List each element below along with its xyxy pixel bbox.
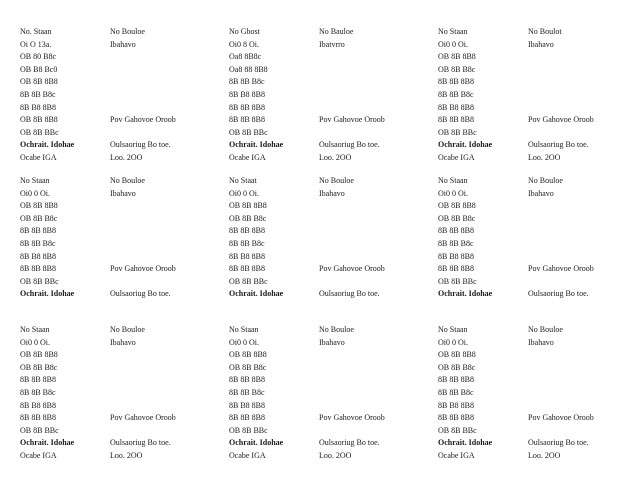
entry-heading: No Bauloe [319, 27, 354, 36]
block-right-column [110, 175, 230, 314]
entry-footer-sub: Loo. 2OO [110, 450, 143, 460]
entry-line: 8B 8B 8B8 [20, 264, 57, 274]
entry-line: 8B 8B 8B8 [438, 413, 475, 423]
spacer [319, 425, 439, 438]
entry-line: OB 8B BBc [438, 425, 477, 435]
spacer [319, 213, 439, 226]
entry-line: OB 8B BBc [438, 127, 477, 137]
entry-line: 8B 8B 8B8 [229, 115, 266, 125]
entry-footer-sub [110, 301, 230, 314]
entry-line: OB 8B B8c [20, 362, 58, 372]
entry-description: Pov Gahovoe Oroob [319, 413, 385, 423]
spacer [528, 102, 640, 115]
entry-line: 8B B8 8B8 [20, 251, 57, 261]
entry-line: 8B 8B 8B8 [438, 226, 475, 236]
entry-line: OB 8B 8B8 [20, 350, 58, 360]
block-right-column [319, 175, 439, 314]
entry-line: OB 8B BBc [229, 276, 268, 286]
spacer [110, 238, 230, 251]
block-right-column [528, 26, 640, 165]
entry-description: Pov Gahovoe Oroob [110, 264, 176, 274]
entry-line: 8B 8B 8B8 [229, 413, 266, 423]
spacer [528, 76, 640, 89]
block-left-column [438, 324, 528, 463]
entry-subheading: Ibahavo [110, 188, 136, 198]
entry-footer: Oulsaoriug Bo toe. [110, 438, 171, 448]
block-right-column [528, 324, 640, 463]
entry-line: 8B 8B 8B8 [438, 264, 475, 274]
entry-description: Pov Gahovoe Oroob [110, 413, 176, 423]
entry-line: Oa8 8B8c [229, 52, 262, 62]
spacer [528, 64, 640, 77]
entry-line: 8B 8B B8c [438, 387, 474, 397]
entry-heading: No Staat [229, 176, 257, 185]
entry-footer: Oulsaoriug Bo toe. [528, 140, 589, 150]
spacer [319, 102, 439, 115]
spacer [528, 276, 640, 289]
entry-line: 8B 8B B8c [229, 77, 265, 87]
entry-footer-sub: Ocabe IGA [20, 152, 57, 162]
spacer [319, 374, 439, 387]
entry-heading: No Bouloe [319, 325, 354, 334]
entry-subheading: Oi0 0 Oi. [20, 337, 50, 347]
spacer [319, 51, 439, 64]
entry-line: OB 8B B8c [229, 213, 267, 223]
entry-subheading: Oi0 0 Oi. [229, 188, 259, 198]
entry-line: 8B 8B 8B8 [20, 226, 57, 236]
entry-line: OB 8B 8B8 [438, 52, 476, 62]
entry-subheading: Ibahavo [528, 188, 554, 198]
entry-description: Pov Gahovoe Oroob [528, 264, 594, 274]
spacer [110, 127, 230, 140]
spacer [528, 251, 640, 264]
spacer [528, 238, 640, 251]
block-left-column [229, 175, 319, 314]
entry-heading: No Bouloe [528, 176, 563, 185]
entry-footer-sub: Loo. 2OO [319, 152, 352, 162]
spacer [110, 64, 230, 77]
entry-footer: Ochrait. Idohae [20, 438, 75, 448]
entry-line: 8B B8 8B8 [438, 400, 475, 410]
spacer [110, 76, 230, 89]
spacer [110, 200, 230, 213]
entry-line: 8B B8 8B8 [229, 89, 266, 99]
spacer [319, 400, 439, 413]
spacer [110, 374, 230, 387]
entry-line: OB 8B B8c [438, 213, 476, 223]
entry-heading: No Staan [438, 176, 468, 185]
entry-subheading: Oi0 0 Oi. [438, 39, 468, 49]
entry-line: OB 8B B8c [20, 213, 58, 223]
block-right-column [319, 324, 439, 463]
entry-line: Oa8 88 8B8 [229, 64, 268, 74]
entry-subheading: Oi0 8 Oi. [229, 39, 259, 49]
entry-line: 8B 8B B8c [229, 387, 265, 397]
entry-line: OB 8B BBc [229, 425, 268, 435]
entry-footer: Ochrait. Idohae [438, 140, 493, 150]
entry-footer: Ochrait. Idohae [438, 289, 493, 299]
entry-footer-sub: Loo. 2OO [319, 450, 352, 460]
entry-description: Pov Gahovoe Oroob [319, 264, 385, 274]
spacer [528, 200, 640, 213]
spacer [528, 51, 640, 64]
entry-line: OB 8B 8B8 [20, 201, 58, 211]
entry-line: 8B 8B 8B8 [438, 77, 475, 87]
entry-line: 8B B8 8B8 [20, 400, 57, 410]
entry-line: 8B 8B B8c [20, 238, 56, 248]
spacer [319, 349, 439, 362]
entry-line: 8B B8 8B8 [229, 400, 266, 410]
entry-heading: No Staan [438, 27, 468, 36]
entry-line: OB 80 B8c [20, 52, 56, 62]
entry-footer-sub: Loo. 2OO [528, 152, 561, 162]
entry-subheading: Ibatvrro [319, 39, 345, 49]
entry-footer-sub: Loo. 2OO [110, 152, 143, 162]
spacer [110, 251, 230, 264]
entry-line: 8B 8B B8c [20, 387, 56, 397]
entry-footer-sub [229, 301, 319, 314]
spacer [319, 238, 439, 251]
entry-line: 8B B8 8B8 [20, 102, 57, 112]
entry-subheading: Oi0 0 Oi. [20, 188, 50, 198]
spacer [110, 89, 230, 102]
block-left-column [20, 175, 110, 314]
spacer [319, 200, 439, 213]
entry-line: OB 8B BBc [438, 276, 477, 286]
entry-subheading: Oi0 0 Oi. [438, 337, 468, 347]
spacer [528, 374, 640, 387]
entry-heading: No Staan [20, 325, 50, 334]
entry-line: 8B B8 8B8 [438, 251, 475, 261]
spacer [528, 425, 640, 438]
entry-footer-sub [319, 301, 439, 314]
entry-line: 8B B8 8B8 [438, 102, 475, 112]
entry-footer: Ochrait. Idohae [438, 438, 493, 448]
entry-line: OB 8B 8B8 [20, 115, 58, 125]
entry-heading: No Bouloe [110, 27, 145, 36]
entry-footer-sub: Ocabe IGA [438, 152, 475, 162]
entry-subheading: Ibahavo [110, 39, 136, 49]
spacer [319, 387, 439, 400]
entry-line: 8B 8B B8c [229, 238, 265, 248]
block-left-column [20, 324, 110, 463]
entry-footer-sub [528, 301, 640, 314]
entry-heading: No Staan [438, 325, 468, 334]
entry-heading: No Staan [20, 176, 50, 185]
entry-description: Pov Gahovoe Oroob [110, 115, 176, 125]
spacer [110, 400, 230, 413]
entry-line: OB 8B 8B8 [438, 350, 476, 360]
entry-subheading: Oi0 0 Oi. [438, 188, 468, 198]
entry-description: Pov Gahovoe Oroob [528, 413, 594, 423]
entry-footer: Oulsaoriug Bo toe. [319, 438, 380, 448]
entry-description: Pov Gahovoe Oroob [528, 115, 594, 125]
spacer [528, 213, 640, 226]
entry-line: OB 8B BBc [20, 276, 59, 286]
entry-subheading: Ibahavo [528, 337, 554, 347]
entry-footer: Oulsaoriug Bo toe. [319, 289, 380, 299]
entry-heading: No Bouloe [528, 325, 563, 334]
spacer [319, 127, 439, 140]
entry-heading: No Staan [229, 325, 259, 334]
spacer [110, 349, 230, 362]
block-right-column [528, 175, 640, 314]
spacer [110, 425, 230, 438]
block-left-column [20, 26, 110, 165]
block-left-column [438, 175, 528, 314]
entry-subheading: Ibahavo [319, 337, 345, 347]
entry-line: 8B 8B B8c [20, 89, 56, 99]
spacer [110, 362, 230, 375]
spacer [110, 213, 230, 226]
entry-subheading: Ibahavo [110, 337, 136, 347]
spacer [319, 276, 439, 289]
entry-line: 8B 8B 8B8 [229, 226, 266, 236]
entry-line: OB 8B 8B8 [438, 201, 476, 211]
spacer [319, 225, 439, 238]
entry-line: OB 8B BBc [20, 425, 59, 435]
entry-subheading: Oi0 0 Oi. [229, 337, 259, 347]
spacer [110, 51, 230, 64]
block-left-column [229, 324, 319, 463]
block-right-column [110, 324, 230, 463]
spacer [319, 89, 439, 102]
entry-footer-sub [438, 301, 528, 314]
entry-line: 8B 8B 8B8 [20, 375, 57, 385]
entry-line: OB B8 Bc0 [20, 64, 58, 74]
entry-footer-sub: Ocabe IGA [229, 152, 266, 162]
entry-heading: No Bouloe [319, 176, 354, 185]
block-right-column [110, 26, 230, 165]
spacer [110, 102, 230, 115]
entry-line: OB 8B BBc [229, 127, 268, 137]
entry-line: 8B 8B B8c [438, 238, 474, 248]
spacer [528, 400, 640, 413]
entry-footer-sub [20, 301, 110, 314]
entry-line: 8B 8B 8B8 [229, 375, 266, 385]
entry-heading: No Bouloe [110, 325, 145, 334]
entry-line: 8B B8 8B8 [229, 251, 266, 261]
entry-line: 8B 8B 8B8 [229, 264, 266, 274]
entry-line: OB 8B BBc [20, 127, 59, 137]
entry-line: OB 8B 8B8 [20, 77, 58, 87]
block-left-column [229, 26, 319, 165]
spacer [319, 64, 439, 77]
entry-line: OB 8B B8c [438, 64, 476, 74]
entry-footer: Ochrait. Idohae [20, 289, 75, 299]
spacer [528, 89, 640, 102]
spacer [528, 349, 640, 362]
entry-heading: No Boulot [528, 27, 562, 36]
entry-description: Pov Gahovoe Oroob [319, 115, 385, 125]
entry-subheading: Ibahavo [319, 188, 345, 198]
entry-footer: Oulsaoriug Bo toe. [528, 438, 589, 448]
entry-line: OB 8B 8B8 [229, 201, 267, 211]
entry-subheading: Oi O 13a. [20, 39, 52, 49]
entry-footer-sub: Loo. 2OO [528, 450, 561, 460]
entry-footer-sub: Ocabe IGA [20, 450, 57, 460]
entry-line: 8B 8B B8c [438, 89, 474, 99]
spacer [319, 76, 439, 89]
entry-heading: No Gbost [229, 27, 260, 36]
block-left-column [438, 26, 528, 165]
spacer [528, 127, 640, 140]
entry-line: 8B 8B 8B8 [438, 115, 475, 125]
entry-line: 8B 8B 8B8 [20, 413, 57, 423]
entry-footer: Ochrait. Idohae [229, 140, 284, 150]
spacer [319, 251, 439, 264]
entry-heading: No. Staan [20, 27, 52, 36]
spacer [528, 225, 640, 238]
document-block [438, 175, 640, 315]
entry-footer: Oulsaoriug Bo toe. [110, 289, 171, 299]
block-right-column [319, 26, 439, 165]
document-block [438, 26, 640, 166]
entry-footer: Oulsaoriug Bo toe. [528, 289, 589, 299]
entry-footer: Ochrait. Idohae [229, 289, 284, 299]
entry-line: OB 8B B8c [229, 362, 267, 372]
entry-footer-sub: Ocabe IGA [229, 450, 266, 460]
entry-footer: Oulsaoriug Bo toe. [110, 140, 171, 150]
entry-footer-sub: Ocabe IGA [438, 450, 475, 460]
spacer [110, 225, 230, 238]
spacer [528, 362, 640, 375]
entry-footer: Oulsaoriug Bo toe. [319, 140, 380, 150]
spacer [110, 276, 230, 289]
entry-line: 8B 8B 8B8 [229, 102, 266, 112]
entry-line: 8B 8B 8B8 [438, 375, 475, 385]
spacer [528, 387, 640, 400]
spacer [319, 362, 439, 375]
entry-line: OB 8B 8B8 [229, 350, 267, 360]
entry-footer: Ochrait. Idohae [229, 438, 284, 448]
document-block [438, 324, 640, 464]
spacer [110, 387, 230, 400]
entry-footer: Ochrait. Idohae [20, 140, 75, 150]
entry-heading: No Bouloe [110, 176, 145, 185]
entry-line: OB 8B B8c [438, 362, 476, 372]
entry-subheading: Ibahavo [528, 39, 554, 49]
